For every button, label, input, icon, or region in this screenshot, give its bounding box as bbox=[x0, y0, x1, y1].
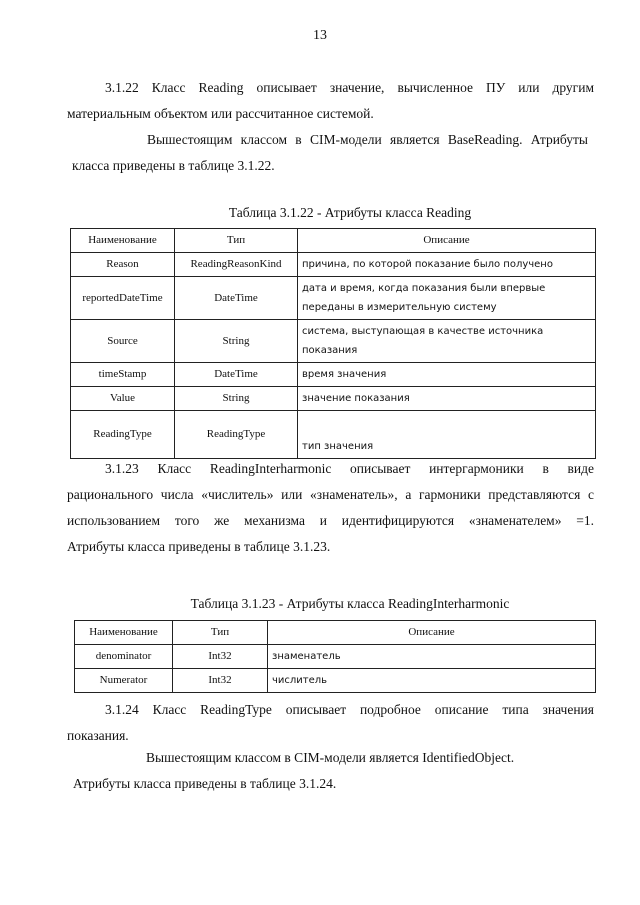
cell-name: ReadingType bbox=[71, 411, 175, 459]
cell-name: reportedDateTime bbox=[71, 277, 175, 320]
table-header-row bbox=[75, 621, 596, 645]
cell-description: время значения bbox=[298, 363, 596, 387]
column-header-type: Тип bbox=[173, 621, 268, 645]
table-header-row bbox=[71, 229, 596, 253]
attributes-table-reading bbox=[70, 228, 596, 459]
paragraph-identified-object bbox=[73, 745, 593, 797]
paragraph-line: класса приведены в таблице 3.1.22. bbox=[72, 158, 275, 173]
paragraph-3-1-24 bbox=[67, 697, 594, 749]
cell-description: система, выступающая в качестве источника показания bbox=[298, 320, 596, 363]
paragraph-line: 3.1.23 Класс ReadingInterharmonic описывает интергармоники в виде bbox=[105, 461, 594, 476]
cell-description: знаменатель bbox=[268, 645, 596, 669]
paragraph-line: материальным объектом или рассчитанное системой. bbox=[67, 106, 374, 121]
paragraph-line: использованием того же механизма и идентифицируются «знаменателем» =1. bbox=[67, 513, 594, 528]
cell-description: числитель bbox=[268, 669, 596, 693]
column-header-description: Описание bbox=[268, 621, 596, 645]
table-row bbox=[71, 253, 596, 277]
column-header-name: Наименование bbox=[71, 229, 175, 253]
table-caption: Таблица 3.1.23 - Атрибуты класса ReadingInterharmonic bbox=[190, 596, 510, 611]
cell-description: значение показания bbox=[298, 387, 596, 411]
cell-type: Int32 bbox=[173, 645, 268, 669]
paragraph-line: показания. bbox=[67, 728, 129, 743]
cell-name: timeStamp bbox=[71, 363, 175, 387]
paragraph-line: Вышестоящим классом в CIM-модели является BaseReading. Атрибуты bbox=[147, 132, 588, 147]
table-row bbox=[75, 669, 596, 693]
paragraph-line: Атрибуты класса приведены в таблице 3.1.23. bbox=[67, 539, 331, 554]
cell-type: ReadingReasonKind bbox=[175, 253, 298, 277]
paragraph-line: 3.1.22 Класс Reading описывает значение, вычисленное ПУ или другим bbox=[105, 80, 594, 95]
page-number: 13 bbox=[313, 28, 327, 43]
table-row bbox=[75, 645, 596, 669]
cell-type: DateTime bbox=[175, 363, 298, 387]
paragraph-3-1-23 bbox=[67, 456, 594, 560]
cell-type: ReadingType bbox=[175, 411, 298, 459]
table-row bbox=[71, 320, 596, 363]
table-row bbox=[71, 277, 596, 320]
paragraph-base-reading bbox=[72, 127, 588, 179]
cell-description: тип значения bbox=[298, 411, 596, 459]
cell-type: String bbox=[175, 320, 298, 363]
paragraph-line: рационального числа «числитель» или «знаменатель», а гармоники представляются с bbox=[67, 487, 594, 502]
cell-name: Numerator bbox=[75, 669, 173, 693]
table-row bbox=[71, 363, 596, 387]
cell-type: DateTime bbox=[175, 277, 298, 320]
table-caption: Таблица 3.1.22 - Атрибуты класса Reading bbox=[228, 205, 472, 220]
cell-type: Int32 bbox=[173, 669, 268, 693]
paragraph-line: 3.1.24 Класс ReadingType описывает подробное описание типа значения bbox=[105, 702, 594, 717]
cell-name: Value bbox=[71, 387, 175, 411]
cell-description: причина, по которой показание было получено bbox=[298, 253, 596, 277]
attributes-table-reading-interharmonic bbox=[74, 620, 596, 693]
paragraph-3-1-22 bbox=[67, 75, 594, 127]
column-header-name: Наименование bbox=[75, 621, 173, 645]
column-header-type: Тип bbox=[175, 229, 298, 253]
table-row bbox=[71, 411, 596, 459]
paragraph-line: Атрибуты класса приведены в таблице 3.1.24. bbox=[73, 776, 337, 791]
cell-type: String bbox=[175, 387, 298, 411]
cell-description: дата и время, когда показания были впервые переданы в измерительную систему bbox=[298, 277, 596, 320]
table-row bbox=[71, 387, 596, 411]
column-header-description: Описание bbox=[298, 229, 596, 253]
cell-name: Reason bbox=[71, 253, 175, 277]
cell-name: denominator bbox=[75, 645, 173, 669]
paragraph-line: Вышестоящим классом в CIM-модели является IdentifiedObject. bbox=[146, 750, 515, 765]
cell-name: Source bbox=[71, 320, 175, 363]
